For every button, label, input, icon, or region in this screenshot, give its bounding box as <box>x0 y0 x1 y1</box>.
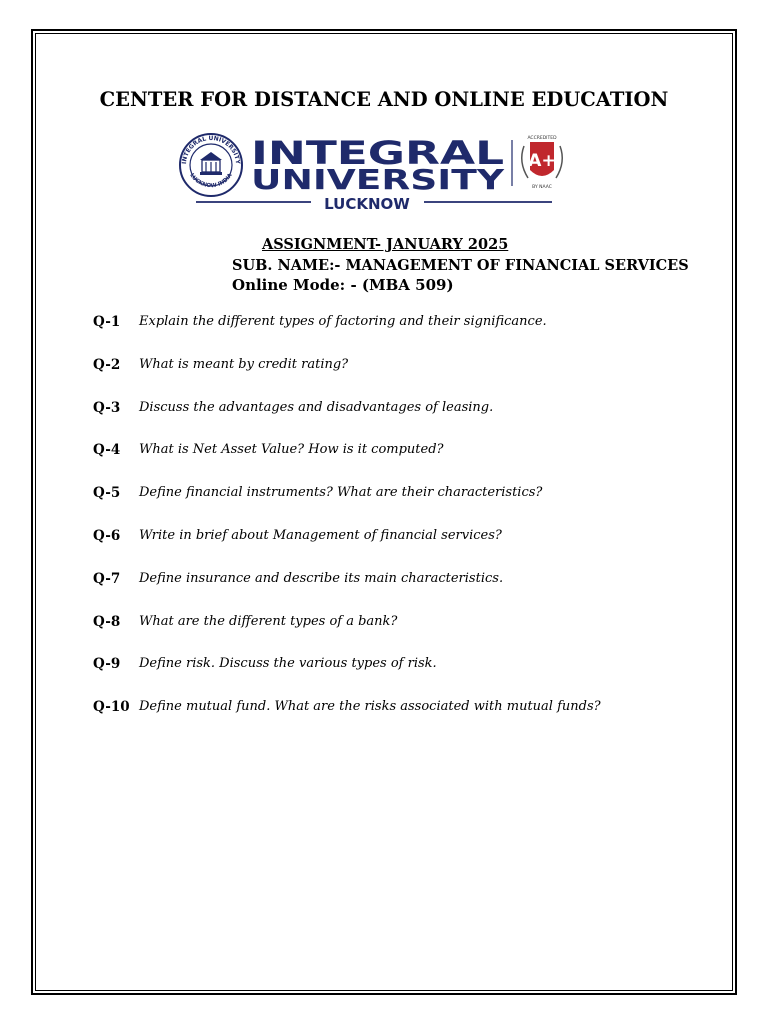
question-number: Q-5 <box>93 485 121 502</box>
question-number: Q-8 <box>93 613 121 630</box>
question-text: Define financial instruments? What are their characteristics? <box>139 485 543 501</box>
naac-accreditation-badge-icon <box>522 135 563 190</box>
badge-bottom-text: BY NAAC <box>532 185 552 190</box>
question-item <box>93 314 713 357</box>
question-text: What are the different types of a bank? <box>139 613 398 629</box>
question-text: Discuss the advantages and disadvantages of leasing. <box>139 399 494 415</box>
question-number: Q-10 <box>93 699 130 716</box>
subject-name: SUB. NAME:- MANAGEMENT OF FINANCIAL SERVICES <box>232 257 689 274</box>
course-mode: Online Mode: - (MBA 509) <box>232 276 454 294</box>
question-number: Q-2 <box>93 356 121 373</box>
logo-name-line2: UNIVERSITY <box>251 163 505 196</box>
page-title: CENTER FOR DISTANCE AND ONLINE EDUCATION <box>99 88 669 111</box>
question-number: Q-1 <box>93 314 121 330</box>
question-item <box>93 614 713 657</box>
seal-bottom-text: LUCKNOW INDIA <box>188 172 234 190</box>
question-item <box>93 442 713 485</box>
question-number: Q-6 <box>93 527 121 544</box>
question-item <box>93 699 713 742</box>
question-text: What is meant by credit rating? <box>139 356 349 372</box>
question-number: Q-7 <box>93 570 121 587</box>
question-item <box>93 357 713 400</box>
question-list <box>93 314 713 742</box>
university-logo-graphic <box>178 132 578 216</box>
question-text: Explain the different types of factoring and their significance. <box>139 314 547 329</box>
question-text: Define mutual fund. What are the risks associated with mutual funds? <box>139 699 601 715</box>
seal-ring-text: INTEGRAL UNIVERSITY <box>181 134 242 165</box>
question-item <box>93 400 713 443</box>
question-item <box>93 528 713 571</box>
logo-city: LUCKNOW <box>324 195 410 213</box>
question-text: Define insurance and describe its main characteristics. <box>139 570 504 586</box>
question-number: Q-4 <box>93 442 121 459</box>
university-seal-icon <box>180 134 242 196</box>
logo-name-line1: INTEGRAL <box>251 134 504 172</box>
university-logo <box>178 132 578 216</box>
question-text: Define risk. Discuss the various types of risk. <box>139 656 437 672</box>
question-item <box>93 485 713 528</box>
badge-grade: A+ <box>528 151 556 171</box>
question-item <box>93 656 713 699</box>
question-item <box>93 571 713 614</box>
question-text: Write in brief about Management of financial services? <box>139 527 502 543</box>
badge-top-text: ACCREDITED <box>527 136 557 141</box>
question-text: What is Net Asset Value? How is it computed? <box>139 442 444 458</box>
assignment-heading: ASSIGNMENT- JANUARY 2025 <box>262 236 509 253</box>
question-number: Q-9 <box>93 656 121 673</box>
question-number: Q-3 <box>93 399 121 416</box>
